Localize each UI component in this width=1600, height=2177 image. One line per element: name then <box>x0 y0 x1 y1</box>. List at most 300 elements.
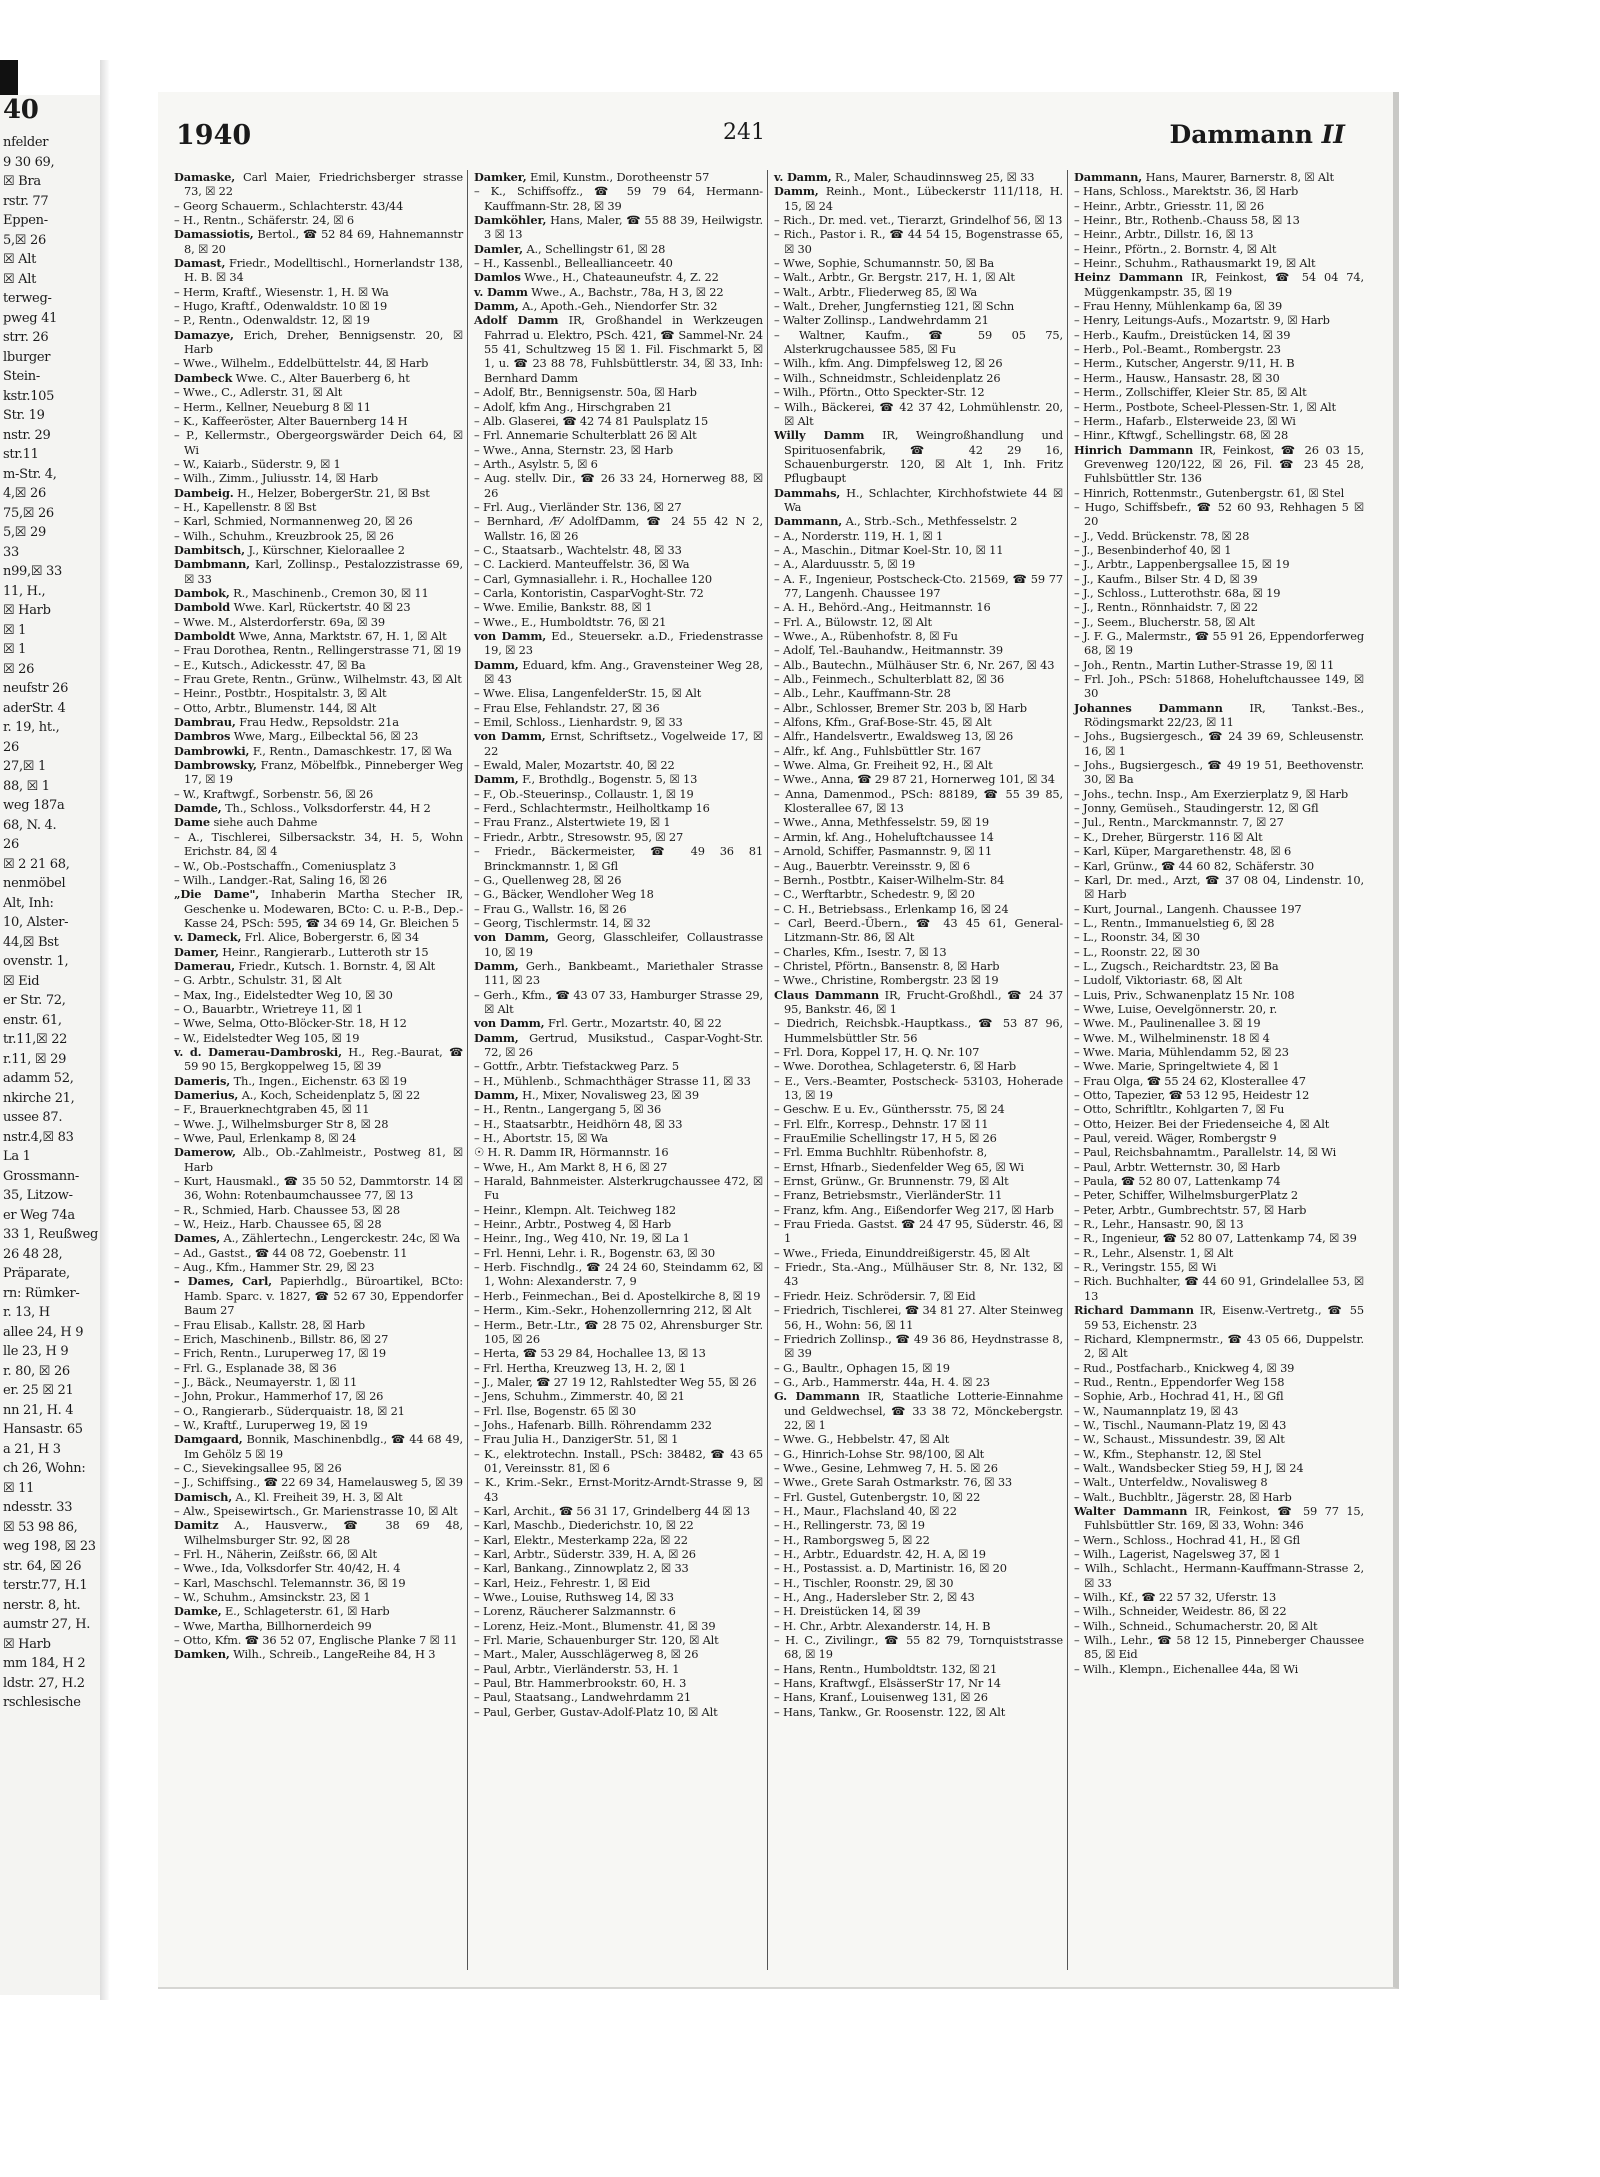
entry-details: – G. Arbtr., Schulstr. 31, ☒ Alt <box>174 973 342 988</box>
entry-surname: Dame <box>174 815 210 830</box>
directory-entry <box>1074 227 1364 241</box>
entry-details: – R., Schmied, Harb. Chaussee 53, ☒ 28 <box>174 1202 401 1217</box>
entry-details: – Ernst, Grünw., Gr. Brunnenstr. 79, ☒ Alt <box>774 1174 1009 1189</box>
directory-entry <box>1074 830 1364 844</box>
directory-entry <box>474 586 763 600</box>
directory-entry <box>1074 615 1364 629</box>
directory-entry <box>174 1576 463 1590</box>
previous-page-line: rschlesische <box>3 1695 81 1710</box>
entry-details: – Walt., Buchbltr., Jägerstr. 28, ☒ Harb <box>1074 1489 1292 1504</box>
entry-details: A., Zählertechn., Lengerckestr. 24c, ☒ Wa <box>223 1231 461 1246</box>
entry-details: Friedr., Modelltischl., Hornerlandstr 138, H. B. ☒ 34 <box>184 256 463 285</box>
directory-entry <box>1074 299 1364 313</box>
entry-details: – Hinrich, Rottenmstr., Gutenbergstr. 61, ☒ Stel <box>1074 485 1345 500</box>
entry-details: – Herb. Fischndlg., ☎ 24 24 60, Steindamm 62, ☒ 1, Wohn: Alexanderstr. 7, 9 <box>474 1260 763 1289</box>
directory-entry <box>174 658 463 672</box>
entry-details: – J., Besenbinderhof 40, ☒ 1 <box>1074 542 1232 557</box>
directory-entry <box>174 1389 463 1403</box>
entry-details: – Wilh., Schneider, Weidestr. 86, ☒ 22 <box>1074 1604 1287 1619</box>
directory-entry <box>1074 199 1364 213</box>
directory-entry <box>1074 1418 1364 1432</box>
directory-entry <box>774 1131 1063 1145</box>
directory-entry <box>1074 1475 1364 1489</box>
directory-entry <box>774 988 1063 1017</box>
directory-entry <box>774 1260 1063 1289</box>
entry-details: – Heinr., Arbtr., Griesstr. 11, ☒ 26 <box>1074 198 1264 213</box>
entry-details: – Herm., Kellner, Neueburg 8 ☒ 11 <box>174 399 371 414</box>
directory-entry <box>174 199 463 213</box>
entry-details: – Christel, Pförtn., Bansenstr. 8, ☒ Harb <box>774 958 1000 973</box>
entry-details: – Wilh., Schneidmstr., Schleidenplatz 26 <box>774 370 1001 385</box>
entry-details: – P., Kellermstr., Obergeorgswärder Deich 64, ☒ Wi <box>174 428 463 457</box>
directory-entry <box>1074 1404 1364 1418</box>
directory-entry <box>474 514 763 543</box>
directory-entry <box>774 686 1063 700</box>
entry-details: – Walt., Arbtr., Fliederweg 85, ☒ Wa <box>774 284 977 299</box>
directory-entry <box>174 1418 463 1432</box>
directory-entry <box>774 729 1063 743</box>
entry-details: – Frau Julia H., DanzigerStr. 51, ☒ 1 <box>474 1432 679 1447</box>
directory-entry <box>474 1475 763 1504</box>
directory-entry <box>174 414 463 428</box>
directory-entry <box>1074 758 1364 787</box>
previous-page-line: 26 48 28, <box>3 1246 63 1262</box>
directory-entry <box>1074 1002 1364 1016</box>
previous-page-line: ☒ Alt <box>3 252 37 267</box>
entry-details: – Peter, Arbtr., Gumbrechtstr. 57, ☒ Harb <box>1074 1202 1307 1217</box>
entry-details: – Hans, Schloss., Marektstr. 36, ☒ Harb <box>1074 184 1299 199</box>
directory-entry <box>774 643 1063 657</box>
directory-entry <box>174 815 463 829</box>
directory-entry <box>774 1475 1063 1489</box>
directory-entry <box>474 242 763 256</box>
entry-details: – Wwe., A., Rübenhofstr. 8, ☒ Fu <box>774 629 958 643</box>
directory-entry <box>474 1059 763 1073</box>
entry-details: Hans, Maler, ☎ 55 88 39, Heilwigstr. 3 ☒ 13 <box>484 213 763 242</box>
entry-details: – Karl, Heiz., Fehrestr. 1, ☒ Eid <box>474 1575 651 1590</box>
previous-page-line: ☒ 2 21 68, <box>3 856 70 872</box>
entry-details: – H., Rentn., Schäferstr. 24, ☒ 6 <box>174 213 354 228</box>
directory-entry <box>474 615 763 629</box>
entry-surname: Dammann, <box>774 514 843 529</box>
previous-page-line: 9 30 69, <box>3 154 55 170</box>
entry-details: – W., Ob.-Postschaffn., Comeniusplatz 3 <box>174 858 397 873</box>
directory-entry <box>474 844 763 873</box>
directory-entry <box>174 758 463 787</box>
directory-entry <box>1074 256 1364 270</box>
entry-details: – Heinr., Ing., Weg 410, Nr. 19, ☒ La 1 <box>474 1231 690 1246</box>
directory-entry <box>1074 414 1364 428</box>
entry-details: – Frl. Elfr., Korresp., Dehnstr. 17 ☒ 11 <box>774 1116 989 1131</box>
previous-page-line: 10, Alster- <box>3 915 69 930</box>
entry-details: – Wilh., Zimm., Juliusstr. 14, ☒ Harb <box>174 471 379 486</box>
directory-entry <box>174 1117 463 1131</box>
entry-details: – K., Kaffeeröster, Alter Bauernberg 14 H <box>174 413 408 428</box>
entry-details: – Paul, Gerber, Gustav-Adolf-Platz 10, ☒ Alt <box>474 1704 718 1719</box>
directory-entry <box>774 184 1063 213</box>
previous-page-line: nkirche 21, <box>3 1090 75 1106</box>
entry-details: – Geschw. E u. Ev., Günthersstr. 75, ☒ 24 <box>774 1102 1005 1117</box>
directory-entry <box>1074 1389 1364 1403</box>
directory-entry <box>174 1002 463 1016</box>
entry-details: – Herb., Kaufm., Dreistücken 14, ☒ 39 <box>1074 327 1291 342</box>
directory-entry <box>174 873 463 887</box>
directory-entry <box>1074 658 1364 672</box>
entry-details: – W., Kraftwgf., Sorbenstr. 56, ☒ 26 <box>174 786 374 801</box>
directory-entry <box>774 1633 1063 1662</box>
directory-entry <box>174 1619 463 1633</box>
previous-page-line: aumstr 27, H. <box>3 1617 91 1632</box>
directory-entry <box>1074 1461 1364 1475</box>
previous-page-line: ☒ 1 <box>3 642 27 657</box>
directory-entry <box>474 988 763 1017</box>
entry-surname: Damerau, <box>174 958 235 973</box>
entry-details: – Wwe., Anna, ☎ 29 87 21, Hornerweg 101, ☒ 34 <box>774 772 1055 787</box>
directory-entry <box>174 471 463 485</box>
directory-entry <box>474 1404 763 1418</box>
directory-entry <box>474 787 763 801</box>
directory-entry <box>1074 1174 1364 1188</box>
entry-surname: Damgaard, <box>174 1432 243 1447</box>
entry-details: – Frau Frieda. Gastst. ☎ 24 47 95, Süderstr. 46, ☒ 1 <box>774 1217 1063 1246</box>
entry-details: – Georg Schauerm., Schlachterstr. 43/44 <box>174 198 404 213</box>
directory-entry <box>774 1490 1063 1504</box>
entry-surname: Dambrowsky, <box>174 758 257 773</box>
directory-entry <box>174 859 463 873</box>
entry-details: – A., Norderstr. 119, H. 1, ☒ 1 <box>774 528 944 543</box>
directory-entry <box>1074 586 1364 600</box>
entry-details: – Wwe., Grete Sarah Ostmarkstr. 76, ☒ 33 <box>774 1475 1013 1490</box>
entry-details: – Aug., Kfm., Hammer Str. 29, ☒ 23 <box>174 1260 375 1275</box>
entry-details: – Adolf, kfm Ang., Hirschgraben 21 <box>474 399 673 414</box>
previous-page-line: rn: Rümker- <box>3 1285 80 1301</box>
entry-details: Gertrud, Musikstud., Caspar-Voght-Str. 72, ☒ 26 <box>484 1030 763 1059</box>
directory-entry <box>474 428 763 442</box>
entry-details: – Wwe., Frieda, Einunddreißigerstr. 45, ☒ Alt <box>774 1245 1030 1260</box>
entry-details: – Wilh., kfm. Ang. Dimpfelsweg 12, ☒ 26 <box>774 356 1003 371</box>
entry-details: – Hans, Kraftwgf., ElsässerStr 17, Nr 14 <box>774 1676 1001 1691</box>
entry-details: – Walter Zollinsp., Landwehrdamm 21 <box>774 313 989 328</box>
directory-entry <box>1074 313 1364 327</box>
directory-entry <box>174 1031 463 1045</box>
entry-details: – Wern., Schloss., Hochrad 41, H., ☒ Gfl <box>1074 1532 1301 1547</box>
entry-details: – E., Vers.-Beamter, Postscheck- 53103, Hoherade 13, ☒ 19 <box>774 1073 1063 1102</box>
directory-entry <box>1074 1547 1364 1561</box>
entry-details: – Wwe., Gesine, Lehmweg 7, H. 5. ☒ 26 <box>774 1460 998 1475</box>
directory-entry <box>474 1561 763 1575</box>
directory-entry <box>474 1662 763 1676</box>
directory-entry <box>774 356 1063 370</box>
directory-entry <box>774 1447 1063 1461</box>
directory-entry <box>774 859 1063 873</box>
entry-surname: v. d. Damerau-Dambroski, <box>174 1044 342 1059</box>
previous-page-line: 5,☒ 29 <box>3 525 46 540</box>
entry-surname: Walter Dammann <box>1074 1503 1188 1518</box>
entry-details: – Frl. Marie, Schauenburger Str. 120, ☒ Alt <box>474 1633 719 1648</box>
directory-entry <box>474 916 763 930</box>
entry-surname: G. Dammann <box>774 1389 860 1404</box>
entry-details: – Herm., Betr.-Ltr., ☎ 28 75 02, Ahrensburger Str. 105, ☒ 26 <box>474 1317 763 1346</box>
entry-details: – Lorenz, Heiz.-Mont., Blumenstr. 41, ☒ 39 <box>474 1618 716 1633</box>
entry-details: Gerh., Bankbeamt., Mariethaler Strasse 111, ☒ 23 <box>484 958 763 988</box>
entry-details: – G., Arb., Hammerstr. 44a, H. 4. ☒ 23 <box>774 1374 990 1389</box>
previous-page-line: nfelder <box>3 135 49 150</box>
entry-details: – Carl, Gymnasiallehr. i. R., Hochallee 120 <box>474 571 712 586</box>
directory-entry <box>174 715 463 729</box>
directory-entry <box>174 313 463 327</box>
directory-entry <box>1074 1059 1364 1073</box>
entry-details: – Hans, Kranf., Louisenweg 131, ☒ 26 <box>774 1690 988 1705</box>
entry-details: – Hinr., Kftwgf., Schellingstr. 68, ☒ 28 <box>1074 428 1289 443</box>
directory-entry <box>774 1145 1063 1159</box>
previous-page-line: allee 24, H 9 <box>3 1324 84 1340</box>
entry-surname: Damer, <box>174 944 219 959</box>
entry-details: – W., Kraftf., Luruperweg 19, ☒ 19 <box>174 1417 368 1432</box>
entry-details: Carl Maier, Friedrichsberger strasse 73, ☒ 22 <box>184 170 463 199</box>
directory-entry <box>1074 859 1364 873</box>
entry-details: – Alb., Feinmech., Schulterblatt 82, ☒ 36 <box>774 672 1005 687</box>
entry-details: – Jonny, Gemüseh., Staudingerstr. 12, ☒ Gfl <box>1074 801 1319 816</box>
entry-details: – J., Kaufm., Bilser Str. 4 D, ☒ 39 <box>1074 571 1258 586</box>
entry-details: – Johs., Bugsiergesch., ☎ 24 39 69, Schleusenstr. 16, ☒ 1 <box>1074 729 1364 758</box>
entry-details: – H., Mühlenb., Schmachthäger Strasse 11, ☒ 33 <box>474 1073 751 1088</box>
entry-details: – Frau Franz., Alstertwiete 19, ☒ 1 <box>474 815 671 830</box>
directory-entry <box>774 1016 1063 1045</box>
entry-details: – J., Schiffsing., ☎ 22 69 34, Hamelausweg 5, ☒ 39 <box>174 1475 463 1490</box>
directory-entry <box>1074 1375 1364 1389</box>
directory-entry <box>474 1074 763 1088</box>
directory-entry <box>1074 1231 1364 1245</box>
directory-entry <box>474 1590 763 1604</box>
directory-entry <box>1074 572 1364 586</box>
entry-surname: Damler, <box>474 241 523 256</box>
directory-entry <box>474 385 763 399</box>
entry-details: Wwe, Anna, Marktstr. 67, H. 1, ☒ Alt <box>238 629 447 643</box>
directory-entry <box>474 1131 763 1145</box>
entry-details: – P., Rentn., Odenwaldstr. 12, ☒ 19 <box>174 313 370 328</box>
entry-details: A., Strb.-Sch., Methfesselstr. 2 <box>845 514 1018 529</box>
directory-entry <box>774 1662 1063 1676</box>
entry-details: Franz, Möbelfbk., Pinneberger Weg 17, ☒ 19 <box>184 758 463 787</box>
entry-details: F., Brothdlg., Bogenstr. 5, ☒ 13 <box>522 772 698 787</box>
previous-page-line: lburger <box>3 349 51 365</box>
previous-page-line: terstr.77, H.1 <box>3 1578 88 1593</box>
directory-entry <box>174 1375 463 1389</box>
entry-details: – H. Chr., Arbtr. Alexanderstr. 14, H. B <box>774 1618 991 1633</box>
directory-entry <box>774 1504 1063 1518</box>
directory-entry <box>174 500 463 514</box>
entry-details: – Georg, Tischlermstr. 14, ☒ 32 <box>474 915 651 930</box>
directory-entry <box>474 285 763 299</box>
directory-columns <box>168 170 1378 1970</box>
entry-details: – R., Lehr., Hansastr. 90, ☒ 13 <box>1074 1217 1244 1232</box>
entry-details: – Frich, Rentn., Luruperweg 17, ☒ 19 <box>174 1346 386 1361</box>
directory-entry <box>174 672 463 686</box>
directory-entry <box>174 1131 463 1145</box>
entry-surname: Damlos <box>474 270 521 285</box>
entry-details: – Frau Grete, Rentn., Grünw., Wilhelmstr. 43, ☒ Alt <box>174 672 462 687</box>
previous-page-line: 27,☒ 1 <box>3 759 46 774</box>
directory-entry <box>174 615 463 629</box>
directory-entry <box>174 1432 463 1461</box>
entry-surname: Damisch, <box>174 1489 233 1504</box>
directory-entry <box>1074 543 1364 557</box>
directory-entry <box>1074 629 1364 658</box>
directory-entry <box>174 371 463 385</box>
directory-entry <box>1074 1533 1364 1547</box>
previous-page-line: mm 184, H 2 <box>3 1656 86 1671</box>
directory-entry <box>174 1231 463 1245</box>
entry-details: – Wilh., Schneid., Schumacherstr. 20, ☒ Alt <box>1074 1618 1318 1633</box>
previous-page-line: nn 21, H. 4 <box>3 1402 74 1418</box>
entry-details: – Friedrich, Tischlerei, ☎ 34 81 27. Alter Steinweg 56, H., Wohn: 56, ☒ 11 <box>774 1303 1063 1332</box>
entry-details: IR, Feinkost, ☎ 59 77 15, Fuhlsbüttler Str. 169, ☒ 33, Wohn: 346 <box>1084 1503 1364 1533</box>
entry-details: – Carla, Kontoristin, CasparVoght-Str. 72 <box>474 585 704 600</box>
directory-entry <box>774 672 1063 686</box>
directory-entry <box>174 744 463 758</box>
directory-entry <box>474 1447 763 1476</box>
directory-entry <box>774 1518 1063 1532</box>
entry-details: – Wilh., Klempn., Eichenallee 44a, ☒ Wi <box>1074 1661 1299 1676</box>
directory-entry <box>474 1145 763 1159</box>
directory-entry <box>174 1274 463 1317</box>
directory-entry <box>474 701 763 715</box>
entry-surname: Dambeck <box>174 370 233 385</box>
entry-details: – Johs., Hafenarb. Billh. Röhrendamm 232 <box>474 1417 712 1432</box>
entry-details: – Frl. Gustel, Gutenbergstr. 10, ☒ 22 <box>774 1489 981 1504</box>
directory-entry <box>774 313 1063 327</box>
entry-details: – Waltner, Kaufm., ☎ 59 05 75, Alsterkrugchaussee 585, ☒ Fu <box>774 327 1063 357</box>
entry-surname: Damker, <box>474 170 527 184</box>
page-header <box>158 120 1393 160</box>
previous-page-line: ndesstr. 33 <box>3 1500 73 1515</box>
directory-entry <box>474 1289 763 1303</box>
previous-page-line: ☒ Alt <box>3 271 37 287</box>
entry-details: – Ernst, Hfnarb., Siedenfelder Weg 65, ☒ Wi <box>774 1159 1024 1174</box>
entry-details: – F., Brauerknechtgraben 45, ☒ 11 <box>174 1102 370 1117</box>
entry-details: – Alw., Speisewirtsch., Gr. Marienstrasse 10, ☒ Alt <box>174 1503 458 1518</box>
directory-entry <box>474 959 763 988</box>
previous-page-line: nstr. 29 <box>3 427 51 443</box>
directory-entry <box>774 1332 1063 1361</box>
entry-details: – K., Schiffsoffz., ☎ 59 79 64, Hermann-Kauffmann-Str. 28, ☒ 39 <box>474 184 763 213</box>
entry-details: – Wwe. Alma, Gr. Freiheit 92, H., ☒ Alt <box>774 758 993 773</box>
directory-entry <box>474 830 763 844</box>
entry-details: – Walt., Arbtr., Gr. Bergstr. 217, H. 1, ☒ Alt <box>774 270 1015 285</box>
directory-entry <box>174 1561 463 1575</box>
directory-entry <box>1074 1203 1364 1217</box>
directory-entry <box>1074 873 1364 902</box>
directory-entry <box>774 959 1063 973</box>
directory-entry <box>174 457 463 471</box>
entry-surname: Dambold <box>174 600 231 615</box>
previous-page-line: ☒ Bra <box>3 174 41 189</box>
entry-details: – Sophie, Arb., Hochrad 41, H., ☒ Gfl <box>1074 1389 1284 1404</box>
directory-entry <box>474 1361 763 1375</box>
entry-details: Bertol., ☎ 52 84 69, Hahnemannstr 8, ☒ 20 <box>184 227 463 256</box>
entry-details: – H. C., Zivilingr., ☎ 55 82 79, Tornquiststrasse 68, ☒ 19 <box>774 1633 1063 1662</box>
entry-details: Ed., Steuersekr. a.D., Friedenstrasse 19, ☒ 23 <box>484 629 763 658</box>
entry-details: – Paul, Reichsbahnamtm., Parallelstr. 14, ☒ Wi <box>1074 1145 1337 1160</box>
directory-entry <box>1074 400 1364 414</box>
directory-entry <box>174 227 463 256</box>
entry-details: – W., Schuhm., Amsinckstr. 23, ☒ 1 <box>174 1590 371 1605</box>
directory-entry <box>474 1705 763 1719</box>
entry-details: – Erich, Maschinenb., Billstr. 86, ☒ 27 <box>174 1331 389 1346</box>
entry-details: IR, Eisenw.-Vertretg., ☎ 55 59 53, Eichenstr. 23 <box>1084 1303 1364 1332</box>
previous-page-line: ☒ Eid <box>3 973 40 989</box>
entry-details: – Friedr., Bäckermeister, ☎ 49 36 81 Brinckmannstr. 1, ☒ Gfl <box>474 844 763 873</box>
previous-page-line: ovenstr. 1, <box>3 954 69 969</box>
directory-entry <box>1074 672 1364 701</box>
entry-details: – Luis, Priv., Schwanenplatz 15 Nr. 108 <box>1074 987 1295 1002</box>
directory-entry <box>474 299 763 313</box>
directory-entry <box>474 887 763 901</box>
directory-entry <box>474 1260 763 1289</box>
previous-page-line: Hansastr. 65 <box>3 1422 83 1437</box>
entry-details: – Heinr., Pförtn., 2. Bornstr. 4, ☒ Alt <box>1074 241 1277 256</box>
entry-details: – H., Abortstr. 15, ☒ Wa <box>474 1131 608 1146</box>
directory-entry <box>474 1246 763 1260</box>
directory-entry <box>474 1389 763 1403</box>
directory-entry <box>474 1375 763 1389</box>
previous-page-line: La 1 <box>3 1149 31 1164</box>
directory-entry <box>774 658 1063 672</box>
entry-details: – Heinr., Schuhm., Rathausmarkt 19, ☒ Alt <box>1074 256 1316 271</box>
directory-entry <box>1074 486 1364 500</box>
entry-details: – Bernhard, ⁄F⁄ AdolfDamm, ☎ 24 55 42 N 2, Wallstr. 16, ☒ 26 <box>474 514 763 543</box>
previous-page-line: terweg- <box>3 291 52 306</box>
directory-entry <box>1074 1088 1364 1102</box>
entry-details: – Frl. Hertha, Kreuzweg 13, H. 2, ☒ 1 <box>474 1360 686 1375</box>
entry-details: – Peter, Schiffer, WilhelmsburgerPlatz 2 <box>1074 1188 1298 1203</box>
entry-surname: Richard Dammann <box>1074 1303 1194 1318</box>
entry-details: IR, Tankst.-Bes., Rödingsmarkt 22/23, ☒ 11 <box>1084 700 1364 730</box>
entry-details: – C., Staatsarb., Wachtelstr. 48, ☒ 33 <box>474 542 682 557</box>
entry-details: – W., Kaiarb., Süderstr. 9, ☒ 1 <box>174 456 341 471</box>
entry-details: – W., Schaust., Missundestr. 39, ☒ Alt <box>1074 1432 1285 1447</box>
previous-page-line: a 21, H 3 <box>3 1441 61 1457</box>
directory-entry <box>174 1318 463 1332</box>
entry-details: J., Kürschner, Kieloraallee 2 <box>248 542 405 557</box>
entry-details: – Paul, Staatsang., Landwehrdamm 21 <box>474 1690 691 1705</box>
directory-entry <box>774 1361 1063 1375</box>
directory-entry <box>174 1518 463 1547</box>
entry-details: – Mart., Maler, Ausschlägerweg 8, ☒ 26 <box>474 1647 699 1662</box>
directory-entry <box>1074 959 1364 973</box>
entry-details: – Herm., Hausw., Hansastr. 28, ☒ 30 <box>1074 370 1280 385</box>
directory-entry <box>474 500 763 514</box>
directory-entry <box>1074 385 1364 399</box>
directory-entry <box>474 715 763 729</box>
entry-details: – Frl. Henni, Lehr. i. R., Bogenstr. 63, ☒ 30 <box>474 1245 715 1260</box>
entry-details: – Johs., techn. Insp., Am Exerzierplatz 9, ☒ Harb <box>1074 786 1348 801</box>
entry-surname: Dambitsch, <box>174 542 245 557</box>
entry-details: – Frl. Emma Buchhltr. Rübenhofstr. 8, <box>774 1145 988 1160</box>
directory-entry <box>1074 930 1364 944</box>
directory-entry <box>474 400 763 414</box>
directory-entry <box>474 213 763 242</box>
entry-details: – Aug. stellv. Dir., ☎ 26 33 24, Hornerweg 88, ☒ 26 <box>474 471 763 500</box>
entry-details: – Wwe. Dorothea, Schlageterstr. 6, ☒ Harb <box>774 1059 1016 1074</box>
directory-entry <box>474 1547 763 1561</box>
directory-entry <box>774 600 1063 614</box>
directory-entry <box>774 557 1063 571</box>
directory-entry <box>774 213 1063 227</box>
directory-entry <box>774 1676 1063 1690</box>
directory-entry <box>774 285 1063 299</box>
entry-details: – Wwe. G., Hebbelstr. 47, ☒ Alt <box>774 1432 950 1447</box>
